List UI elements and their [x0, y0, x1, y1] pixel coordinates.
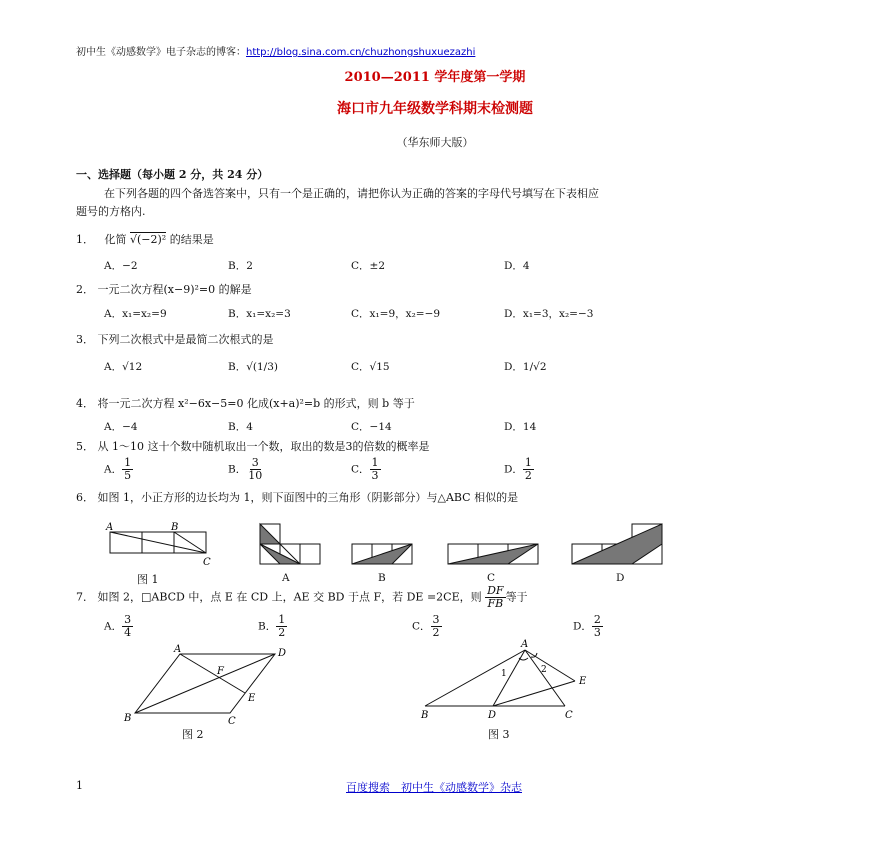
q2-option-a[interactable]: A．x₁=x₂=9: [104, 308, 167, 320]
fig1-label-a: A: [106, 522, 114, 533]
q5-option-c[interactable]: C． $\frac{1}{3}$: [351, 456, 379, 483]
edition-label: （华东师大版）: [396, 136, 474, 149]
svg-text:C: C: [565, 710, 573, 721]
section-intro-line2: 题号的方格内.: [76, 205, 146, 218]
svg-text:E: E: [579, 676, 587, 687]
q2-option-d[interactable]: D．x₁=3，x₂=−3: [504, 308, 594, 320]
exam-year-title: 2010—2011 学年度第一学期: [344, 70, 526, 85]
blog-link[interactable]: http://blog.sina.com.cn/chuzhongshuxuezazhi: [246, 47, 476, 58]
q6-option-c[interactable]: C: [487, 572, 496, 584]
q4-option-d[interactable]: D．14: [504, 421, 537, 433]
question-3: 3． 下列二次根式中是最简二次根式的是: [76, 333, 274, 346]
q3-option-b[interactable]: B．√(1/3): [228, 361, 278, 373]
svg-text:B: B: [421, 710, 429, 721]
q5-option-d[interactable]: D． $\frac{1}{2}$: [504, 456, 532, 483]
svg-text:B: B: [124, 713, 132, 724]
q1-option-c[interactable]: C．±2: [351, 260, 386, 272]
q1-option-d[interactable]: D．4: [504, 260, 530, 272]
sqrt-expression: √(−2)²: [130, 233, 167, 246]
q3-option-d[interactable]: D．1/√2: [504, 361, 547, 373]
question-2: 2． 一元二次方程(x−9)²=0 的解是: [76, 283, 252, 296]
exam-title: 海口市九年级数学科期末检测题: [337, 101, 533, 117]
svg-text:A: A: [521, 639, 529, 650]
figure-1: [110, 532, 206, 553]
svg-text:1: 1: [501, 669, 507, 679]
svg-text:A: A: [174, 644, 182, 655]
section-intro-line1: 在下列各题的四个备选答案中，只有一个是正确的，请把你认为正确的答案的字母代号填写在下表相应: [104, 187, 599, 200]
question-1: 1． 化简 √(−2)² 的结果是: [76, 233, 214, 246]
option-d-figure[interactable]: [572, 524, 662, 564]
q5-option-a[interactable]: A． $\frac{1}{5}$: [104, 456, 132, 483]
q7-option-b[interactable]: B． $\frac{1}{2}$: [258, 613, 286, 640]
q3-option-c[interactable]: C．√15: [351, 361, 390, 373]
figure-2-caption: 图 2: [182, 728, 204, 741]
question-4: 4． 将一元二次方程 x²−6x−5=0 化成(x+a)²=b 的形式，则 b 等于: [76, 397, 415, 410]
q4-option-a[interactable]: A．−4: [104, 421, 138, 433]
svg-text:F: F: [217, 666, 224, 677]
question-7: 7． 如图 2，□ABCD 中，点 E 在 CD 上，AE 交 BD 于点 F，若 DE =2CE，则 $\frac{DF}{FB}$ 等于: [76, 584, 528, 611]
fig1-label-c: C: [203, 557, 211, 568]
q5-option-b[interactable]: B． $\frac{3}{10}$: [228, 456, 263, 483]
page-number: 1: [76, 779, 83, 792]
svg-text:D: D: [278, 648, 287, 659]
svg-text:E: E: [248, 693, 256, 704]
figure-1-caption: 图 1: [137, 573, 159, 586]
q7-option-c[interactable]: C． $\frac{3}{2}$: [412, 613, 440, 640]
option-a-figure[interactable]: [260, 524, 320, 564]
q3-option-a[interactable]: A．√12: [104, 361, 143, 373]
svg-text:D: D: [488, 710, 497, 721]
q2-option-c[interactable]: C．x₁=9，x₂=−9: [351, 308, 441, 320]
q7-option-a[interactable]: A． $\frac{3}{4}$: [104, 613, 132, 640]
q1-option-b[interactable]: B．2: [228, 260, 253, 272]
fig1-label-b: B: [171, 522, 179, 533]
figure-3-caption: 图 3: [488, 728, 510, 741]
option-c-figure[interactable]: [448, 544, 538, 564]
q1-option-a[interactable]: A．−2: [104, 260, 138, 272]
q6-option-d[interactable]: D: [616, 572, 625, 584]
q4-option-c[interactable]: C．−14: [351, 421, 392, 433]
figure-2-parallelogram: [120, 640, 310, 730]
blog-header: [76, 43, 475, 58]
svg-text:2: 2: [541, 665, 547, 675]
q7-option-d[interactable]: D． $\frac{2}{3}$: [573, 613, 601, 640]
footer-link[interactable]: 百度搜索 初中生《动感数学》杂志: [346, 781, 522, 794]
section-heading: 一、选择题（每小题 2 分，共 24 分）: [76, 168, 269, 181]
figure-3-triangle: [415, 636, 605, 726]
header-prefix: 初中生《动感数学》电子杂志的博客：: [76, 47, 246, 58]
question-5: 5． 从 1～10 这十个数中随机取出一个数，取出的数是3的倍数的概率是: [76, 440, 430, 453]
question-6: 6． 如图 1，小正方形的边长均为 1，则下面图中的三角形（阴影部分）与△ABC 相似的是: [76, 491, 519, 504]
q6-option-b[interactable]: B: [378, 572, 386, 584]
q4-option-b[interactable]: B．4: [228, 421, 253, 433]
option-b-figure[interactable]: [352, 544, 412, 564]
q6-option-a[interactable]: A: [282, 572, 290, 584]
svg-text:C: C: [228, 716, 236, 727]
q2-option-b[interactable]: B．x₁=x₂=3: [228, 308, 291, 320]
